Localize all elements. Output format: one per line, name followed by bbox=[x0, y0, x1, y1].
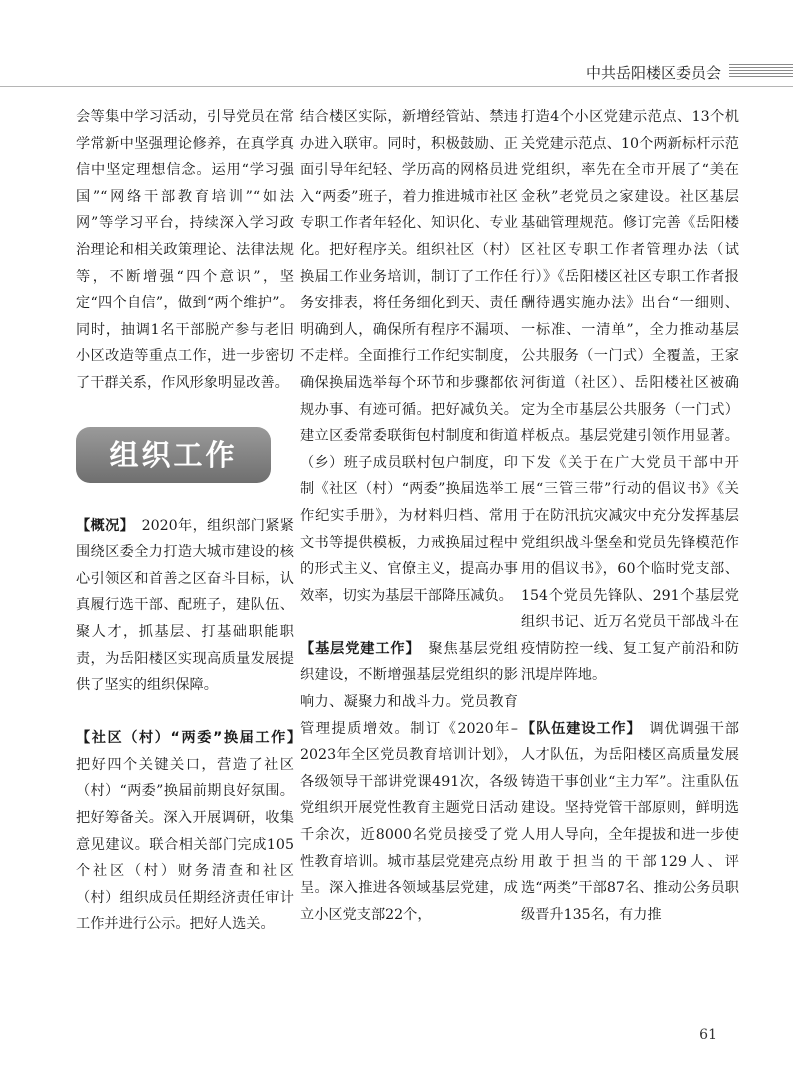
page-number: 61 bbox=[699, 1027, 717, 1043]
team-building-paragraph bbox=[521, 716, 739, 929]
overview-paragraph bbox=[76, 513, 294, 699]
team-building-heading: 【队伍建设工作】 bbox=[521, 720, 635, 737]
column-2 bbox=[300, 104, 518, 928]
header-decorative-lines bbox=[729, 64, 793, 78]
running-header-title: 中共岳阳楼区委员会 bbox=[585, 64, 721, 82]
overview-body: 2020年，组织部门紧紧围绕区委全力打造大城市建设的核心引领区和首善之区奋斗目标，认真履行选干部、配班子，建队伍、聚人才，抓基层、打基础职能职责，为岳阳楼区实现高质量发展提供了坚实的组织保障。 bbox=[76, 517, 294, 694]
team-building-body: 调优调强干部人才队伍，为岳阳楼区高质量发展铸造干事创业“主力军”。注重队伍建设。坚持党管干部原则，鲜明选人用人导向，全年提拔和进一步使用敢于担当的干部129人、评选“两类”干部87名、推动公务员职级晋升135名，有力推 bbox=[521, 720, 739, 923]
column-3 bbox=[521, 104, 739, 928]
overview-heading: 【概况】 bbox=[76, 517, 128, 534]
party-building-heading: 【基层党建工作】 bbox=[300, 640, 414, 657]
section-banner: 组织工作 bbox=[76, 427, 271, 483]
election-paragraph bbox=[76, 725, 294, 938]
party-building-continued-paragraph: 打造4个小区党建示范点、13个机关党建示范点、10个两新标杆示范党组织，率先在全市开展了“美在金秋”老党员之家建设。社区基层基础管理规范。修订完善《岳阳楼区社区专职工作者管理办法（试行）》《岳阳楼区社区专职工作者报酬待遇实施办法》出台“一细则、一标准、一清单”，全力推动基层公共服务（一门式）全覆盖，王家河街道（社区）、岳阳楼社区被确定为全市基层公共服务（一门式）样板点。基层党建引领作用显著。下发《关于在广大党员干部中开展“三管三带”行动的倡议书》《关于在防汛抗灾减灾中充分发挥基层党组织战斗堡垒和党员先锋模范作用的倡议书》，60个临时党支部、154个党员先锋队、291个基层党组织书记、近万名党员干部战斗在疫情防控一线、复工复产前沿和防汛堤岸阵地。 bbox=[521, 109, 739, 684]
party-building-body: 聚焦基层党组织建设，不断增强基层党组织的影响力、凝聚力和战斗力。党员教育管理提质增效。制订《2020年–2023年全区党员教育培训计划》，各级领导干部讲党课491次，各级党组织开展党性教育主题党日活动千余次，近8000名党员接受了党性教育培训。城市基层党建亮点纷呈。深入推进各领域基层党建，成立小区党支部22个， bbox=[300, 640, 518, 923]
header-rule bbox=[0, 86, 793, 87]
party-building-paragraph bbox=[300, 636, 518, 929]
election-body: 把好四个关键关口，营造了社区（村）“两委”换届前期良好氛围。把好筹备关。深入开展调研，收集意见建议。联合相关部门完成105个社区（村）财务清查和社区（村）组织成员任期经济责任审计工作并进行公示。把好人选关。 bbox=[76, 756, 294, 933]
election-heading: 【社区（村）“两委”换届工作】 bbox=[76, 730, 294, 747]
column-1 bbox=[76, 104, 294, 938]
intro-paragraph: 会等集中学习活动，引导党员在常学常新中坚强理论修养，在真学真信中坚定理想信念。运用“学习强国”“网络干部教育培训”“如法网”等学习平台，持续深入学习政治理论和相关政策理论、法律法规等，不断增强“四个意识”，坚定“四个自信”，做到“两个维护”。同时，抽调1名干部脱产参与老旧小区改造等重点工作，进一步密切了干群关系，作风形象明显改善。 bbox=[76, 109, 294, 391]
election-continued-paragraph: 结合楼区实际，新增经管站、禁违办进入联审。同时，积极鼓励、正面引导年纪轻、学历高的网格员进入“两委”班子，着力推进城市社区专职工作者年轻化、知识化、专业化。把好程序关。组织社区（村）换届工作业务培训，制订了工作任务安排表，将任务细化到天、责任明确到人，确保所有程序不漏项、不走样。全面推行工作纪实制度，确保换届选举每个环节和步骤都依规办事、有迹可循。把好减负关。建立区委常委联街包村制度和街道（乡）班子成员联村包户制度，印制《社区（村）“两委”换届选举工作纪实手册》，为材料归档、常用文书等提供模板，力戒换届过程中的形式主义、官僚主义，提高办事效率，切实为基层干部降压减负。 bbox=[300, 109, 518, 604]
